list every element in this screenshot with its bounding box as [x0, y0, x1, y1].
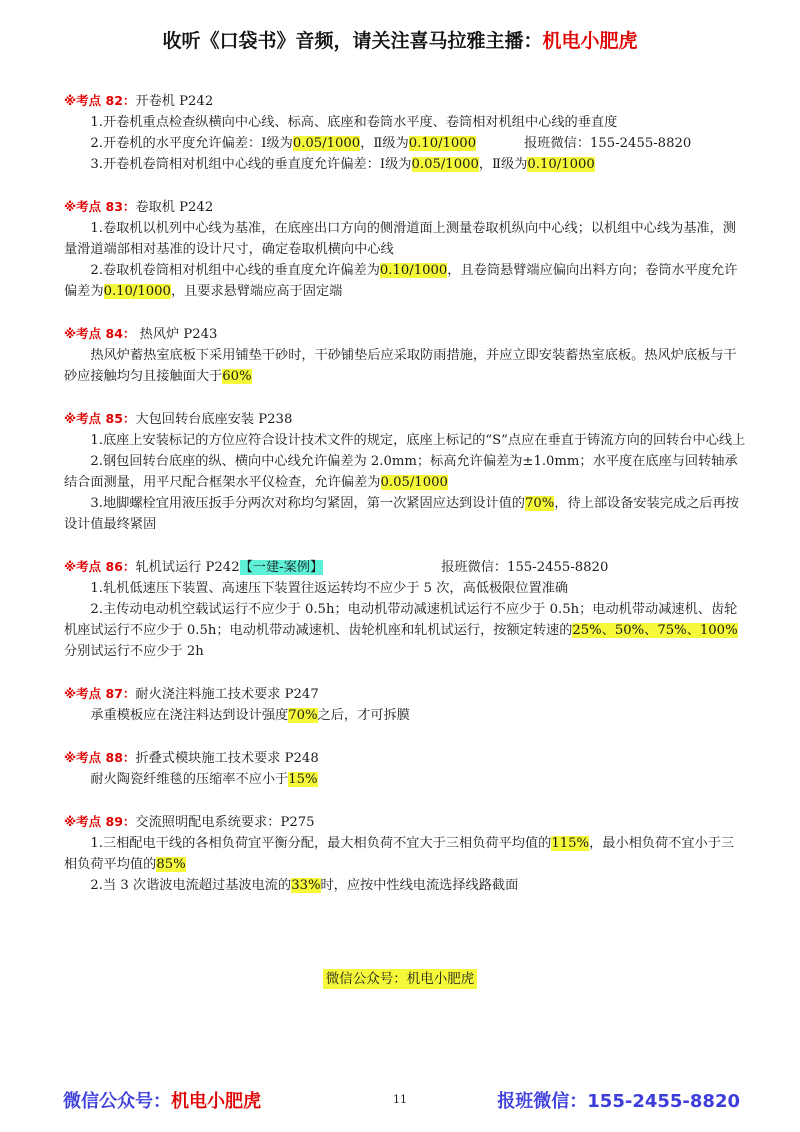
paragraph — [64, 430, 746, 451]
text: 3.开卷机卷筒相对机组中心线的垂直度允许偏差：Ⅰ级为 — [90, 157, 412, 172]
highlight: 60% — [222, 369, 252, 384]
text: 3.地脚螺栓宜用液压扳手分两次对称均匀紧固，第一次紧固应达到设计值的 — [90, 496, 525, 511]
title-text: 大包回转台底座安装 P238 — [135, 412, 293, 427]
paragraph — [64, 599, 746, 662]
key-label: ※考点 86： — [64, 559, 136, 574]
paragraph — [64, 493, 746, 535]
section-86 — [64, 556, 746, 662]
highlight: 33% — [291, 878, 321, 893]
text: ，最小相负荷不宜小于三相负荷平均值的 — [64, 836, 735, 872]
paragraph — [64, 705, 746, 726]
text: 1.底座上安装标记的方位应符合设计技术文件的规定，底座上标记的“S”点应在垂直于铸流方向的回转台中心线上 — [90, 433, 746, 448]
key-label: ※考点 84： — [64, 326, 136, 341]
paragraph — [64, 345, 746, 387]
highlight: 0.05/1000 — [411, 157, 479, 172]
text: 之后，才可拆膜 — [317, 708, 410, 723]
highlight: 0.10/1000 — [379, 263, 448, 278]
text: ，Ⅱ级为 — [360, 136, 409, 151]
section-title — [64, 747, 746, 769]
text: 2.钢包回转台底座的纵、横向中心线允许偏差为 2.0mm；标高允许偏差为±1.0mm；水平度在底座与回转轴承结合面测量，用平尺配合框架水平仪检查，允许偏差为 — [64, 454, 738, 490]
section-88 — [64, 747, 746, 790]
title-text: 卷取机 P242 — [135, 200, 214, 215]
key-label: ※考点 82： — [64, 93, 136, 108]
text: ，待上部设备安装完成之后再按设计值最终紧固 — [64, 496, 739, 532]
footer-left-label: 微信公众号： — [63, 1091, 171, 1112]
text: 时，应按中性线电流选择线路截面 — [320, 878, 519, 893]
paragraph — [64, 112, 746, 133]
text: ，且要求悬臂端应高于固定端 — [170, 284, 343, 299]
paragraph — [64, 451, 746, 493]
text: 2.当 3 次谐波电流超过基波电流的 — [90, 878, 292, 893]
text: 2.开卷机的水平度允许偏差：Ⅰ级为 — [90, 136, 293, 151]
title-text: 交流照明配电系统要求：P275 — [135, 815, 315, 830]
highlight: 0.10/1000 — [527, 157, 595, 172]
key-label: ※考点 89： — [64, 814, 136, 829]
page-header — [0, 26, 800, 53]
text: 耐火陶瓷纤维毯的压缩率不应小于 — [90, 772, 289, 787]
section-title — [64, 408, 746, 430]
text: 热风炉蓄热室底板下采用铺垫干砂时，干砂铺垫后应采取防雨措施，并应立即安装蓄热室底板。热风炉底板与干砂应接触均匀且接触面大于 — [64, 348, 737, 384]
center-wechat-text: 微信公众号：机电小肥虎 — [323, 969, 478, 989]
text: 1.三相配电干线的各相负荷宜平衡分配，最大相负荷不宜大于三相负荷平均值的 — [90, 836, 552, 851]
paragraph — [64, 578, 746, 599]
text: 承重模板应在浇注料达到设计强度 — [90, 708, 289, 723]
paragraph — [64, 133, 746, 154]
text: ，Ⅱ级为 — [478, 157, 528, 172]
paragraph — [64, 769, 746, 790]
highlight: 25%、50%、75%、100% — [572, 623, 738, 638]
page-footer — [0, 1087, 800, 1117]
highlight: 70% — [288, 708, 318, 723]
highlight: 0.05/1000 — [292, 136, 361, 151]
section-87 — [64, 683, 746, 726]
section-title — [64, 90, 746, 112]
highlight: 85% — [156, 857, 186, 872]
title-text: 耐火浇注料施工技术要求 P247 — [135, 687, 319, 702]
page-number: 11 — [393, 1093, 407, 1106]
footer-left-name: 机电小肥虎 — [171, 1091, 261, 1112]
section-85 — [64, 408, 746, 535]
highlight: 0.10/1000 — [103, 284, 171, 299]
section-title — [64, 683, 746, 705]
section-82 — [64, 90, 746, 175]
center-wechat-banner — [0, 967, 800, 987]
text: 1.开卷机重点检查纵横向中心线、标高、底座和卷筒水平度、卷筒相对机组中心线的垂直度 — [90, 115, 618, 130]
wechat-note: 报班微信：155-2455-8820 — [524, 136, 692, 151]
section-84 — [64, 323, 746, 387]
text: ，且卷筒悬臂端应偏向出料方向；卷筒水平度允许偏差为 — [64, 263, 738, 299]
key-label: ※考点 83： — [64, 199, 136, 214]
highlight: 115% — [551, 836, 590, 851]
title-text: 热风炉 P243 — [135, 327, 218, 342]
paragraph — [64, 154, 746, 175]
section-89 — [64, 811, 746, 896]
key-label: ※考点 88： — [64, 750, 136, 765]
text: 1.轧机低速压下装置、高速压下装置往返运转均不应少于 5 次，高低极限位置准确 — [90, 581, 569, 596]
title-text: 轧机试运行 P242 — [135, 560, 240, 575]
header-prefix: 收听《口袋书》音频，请关注喜马拉雅主播： — [162, 30, 543, 52]
case-tag: 【一建-案例】 — [239, 560, 324, 575]
paragraph — [64, 260, 746, 302]
paragraph — [64, 833, 746, 875]
section-title — [64, 811, 746, 833]
header-host: 机电小肥虎 — [542, 30, 638, 52]
section-83 — [64, 196, 746, 302]
section-title — [64, 323, 746, 345]
document-body — [64, 90, 746, 917]
highlight: 70% — [524, 496, 555, 511]
title-text: 开卷机 P242 — [135, 94, 214, 109]
highlight: 0.10/1000 — [408, 136, 477, 151]
text: 2.卷取机卷筒相对机组中心线的垂直度允许偏差为 — [90, 263, 380, 278]
text: 2.主传动电动机空载试运行不应少于 0.5h；电动机带动减速机试运行不应少于 0.5h；电动机带动减速机、齿轮机座试运行不应少于 0.5h；电动机带动减速机、齿轮机座和轧机试运行，按额定转速的 — [64, 602, 738, 638]
highlight: 15% — [288, 772, 318, 787]
key-label: ※考点 85： — [64, 411, 136, 426]
text: 1.卷取机以机列中心线为基准，在底座出口方向的侧滑道面上测量卷取机纵向中心线；以机组中心线为基准，测量滑道端部相对基准的设计尺寸，确定卷取机横向中心线 — [64, 221, 736, 257]
key-label: ※考点 87： — [64, 686, 136, 701]
paragraph — [64, 875, 746, 896]
footer-right: 报班微信：155-2455-8820 — [497, 1091, 740, 1112]
text: 分别试运行不应少于 2h — [64, 644, 204, 659]
highlight: 0.05/1000 — [380, 475, 448, 490]
wechat-note: 报班微信：155-2455-8820 — [441, 560, 609, 575]
section-title — [64, 196, 746, 218]
section-title — [64, 556, 746, 578]
paragraph — [64, 218, 746, 260]
title-text: 折叠式模块施工技术要求 P248 — [135, 751, 319, 766]
